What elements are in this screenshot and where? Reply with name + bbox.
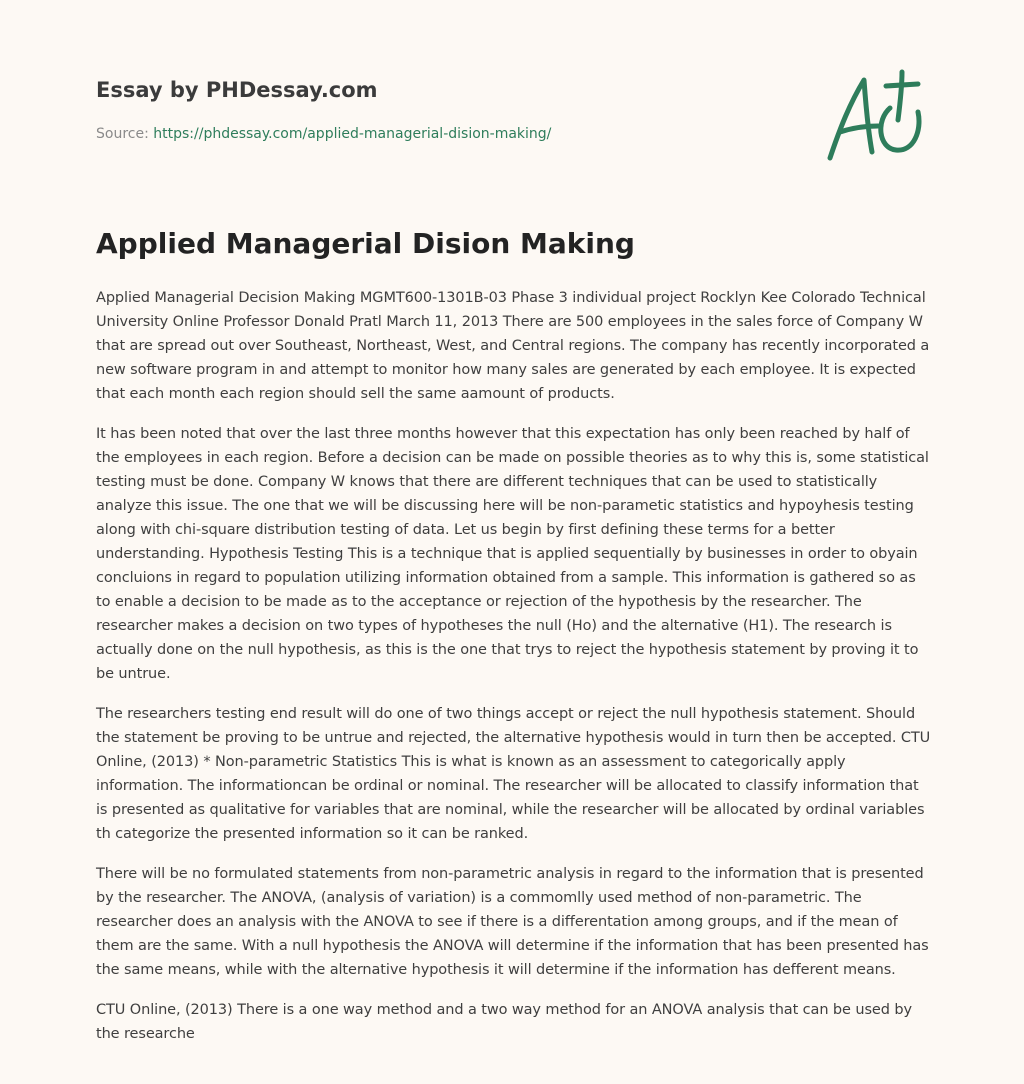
source-label: Source: bbox=[96, 126, 149, 142]
article-paragraph: It has been noted that over the last three months however that this expectation has only been reached by half of the employees in each region. Before a decision can be made on possible theories as to why this is, some statistical testing must be done. Company W knows that there are different techniques that can be used to statistically analyze this issue. The one that we will be discussing here will be non-parametic statistics and hypoyhesis testing along with chi-square distribution testing of data. Let us begin by first defining these terms for a better understanding. Hypothesis Testing This is a technique that is applied sequentially by businesses in order to obyain concluions in regard to population utilizing information obtained from a sample. This information is gathered so as to enable a decision to be made as to the acceptance or rejection of the hypothesis by the researcher. The researcher makes a decision on two types of hypotheses the null (Ho) and the alternative (H1). The research is actually done on the null hypothesis, as this is the one that trys to reject the hypothesis statement by proving it to be untrue. bbox=[96, 426, 929, 682]
article-paragraph: The researchers testing end result will do one of two things accept or reject the null hypothesis statement. Should the statement be proving to be untrue and rejected, the alternative hypothesis would in turn then be accepted. CTU Online, (2013) * Non-parametric Statistics This is what is known as an assessment to categorically apply information. The informationcan be ordinal or nominal. The researcher will be allocated to classify information that is presented as qualitative for variables that are nominal, while the researcher will be allocated by ordinal variables th categorize the presented information so it can be ranked. bbox=[96, 706, 931, 842]
brand-title: Essay by PHDessay.com bbox=[96, 78, 378, 102]
essay-header bbox=[96, 74, 736, 144]
article-paragraph: There will be no formulated statements from non-parametric analysis in regard to the information that is presented by the researcher. The ANOVA, (analysis of variation) is a commomlly used method of non-parametric. The researcher does an analysis with the ANOVA to see if there is a differentation among groups, and if the mean of them are the same. With a null hypothesis the ANOVA will determine if the information that has been presented has the same means, while with the alternative hypothesis it will determine if the information has defferent means. bbox=[96, 866, 929, 978]
article-body bbox=[96, 286, 934, 1062]
source-link[interactable]: https://phdessay.com/applied-managerial-dision-making/ bbox=[153, 126, 552, 142]
a-plus-logo-icon bbox=[822, 68, 932, 168]
article-paragraph: Applied Managerial Decision Making MGMT600-1301B-03 Phase 3 individual project Rocklyn Kee Colorado Technical University Online Professor Donald Pratl March 11, 2013 There are 500 employees in the sales force of Company W that are spread out over Southeast, Northeast, West, and Central regions. The company has recently incorporated a new software program in and attempt to monitor how many sales are generated by each employee. It is expected that each month each region should sell the same aamount of products. bbox=[96, 290, 930, 402]
article-paragraph: CTU Online, (2013) There is a one way method and a two way method for an ANOVA analysis that can be used by the researche bbox=[96, 1002, 912, 1042]
article-title: Applied Managerial Dision Making bbox=[96, 227, 635, 260]
source-line bbox=[96, 124, 736, 144]
